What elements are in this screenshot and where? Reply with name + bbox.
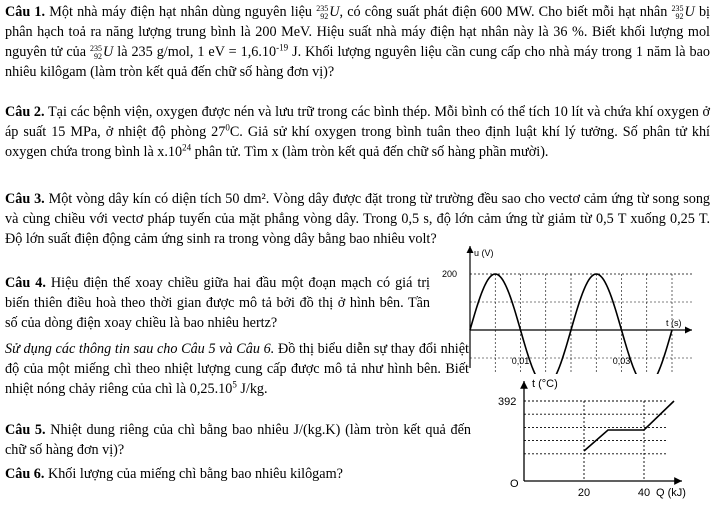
question-4-text: Hiệu điện thế xoay chiều giữa hai đầu một đoạn mạch có giá trị biến thiên điều hoà theo thời gian được mô tả bởi đồ thị ở hình bên. Tần số của dòng điện xoay chiều là bao nhiêu hertz? xyxy=(5,275,431,331)
heat-axis-label: Q (kJ) xyxy=(656,487,686,499)
question-1-text-e: J. Khối lượng nguyên liệu cần cung cấp cho nhà máy trong 1 năm là bao nhiêu kilôgam (làm tròn kết quả đến chữ số hàng đơn vị)? xyxy=(5,44,711,80)
u-axis-label: u (V) xyxy=(474,248,494,258)
question-5 xyxy=(5,420,471,460)
t-tick-label: 0,03 xyxy=(612,356,631,366)
t-tick-label: 0,01 xyxy=(511,356,530,366)
grid-lines xyxy=(470,274,692,374)
question-5-label: Câu 5. xyxy=(5,422,46,438)
question-4 xyxy=(5,273,430,333)
question-6-label: Câu 6. xyxy=(5,466,45,482)
isotope-symbol: U xyxy=(329,4,340,20)
question-6-text: Khối lượng của miếng chì bằng bao nhiêu kilôgam? xyxy=(47,466,343,482)
question-3-label: Câu 3. xyxy=(5,191,45,207)
heat-tick-label: 20 xyxy=(577,487,591,499)
temperature-heat-graph xyxy=(476,373,698,501)
question-4-label: Câu 4. xyxy=(5,275,46,291)
question-1-text-b: , có công suất phát điện 600 MW. Cho biết mỗi hạt nhân xyxy=(339,4,668,20)
isotope-notation: 235 92 xyxy=(316,3,329,21)
origin-label: O xyxy=(510,478,519,490)
question-2-label: Câu 2. xyxy=(5,104,45,120)
t-axis-label: t (s) xyxy=(666,318,682,328)
question-2-text-b: C. Giả sử khí oxygen trong bình tuân theo định luật khí lý tưởng. Số phân tử khí oxygen chứa trong bình là x.10 xyxy=(5,124,710,160)
question-2 xyxy=(5,102,710,162)
isotope-symbol: U xyxy=(684,4,695,20)
shared-info xyxy=(5,339,469,399)
isotope-symbol: U xyxy=(103,44,114,60)
heat-tick-label: 40 xyxy=(637,487,651,499)
question-1-text-d: là 235 g/mol, 1 eV = 1,6.10 xyxy=(117,44,277,60)
temperature-axis-label: t (°C) xyxy=(532,378,558,390)
question-6 xyxy=(5,464,471,484)
isotope-notation: 235 92 xyxy=(90,43,103,61)
question-1-text-a: Một nhà máy điện hạt nhân dùng nguyên liệu xyxy=(49,4,313,20)
question-1 xyxy=(5,2,710,82)
shared-info-text: Đồ thị biểu diễn sự thay đổi nhiệt độ của một miếng chì theo nhiệt lượng cung cấp được mô tả như hình bên. Biết nhiệt nóng chảy riêng của chì là 0,25.10 xyxy=(5,341,469,397)
exponent: 5 xyxy=(232,379,237,390)
u-tick-label: 200 xyxy=(442,269,458,279)
temperature-tick-label: 392 xyxy=(498,396,517,408)
exponent: 24 xyxy=(182,142,192,153)
shared-info-intro: Sử dụng các thông tin sau cho Câu 5 và Câu 6. xyxy=(5,341,275,357)
shared-info-unit: J/kg. xyxy=(236,381,268,397)
question-3-text: Một vòng dây kín có diện tích 50 dm². Vòng dây được đặt trong từ trường đều sao cho vectơ cảm ứng từ song song và cùng chiều với vectơ pháp tuyến của mặt phẳng vòng dây. Trong 0,5 s, độ lớn cảm ứng từ giảm từ 0,5 T xuống 0,25 T. Độ lớn suất điện động cảm ứng sinh ra trong vòng dây bằng bao nhiêu volt? xyxy=(5,191,711,247)
question-1-label: Câu 1. xyxy=(5,4,46,20)
question-2-text-a: Tại các bệnh viện, oxygen được nén và lưu trữ trong các bình thép. Mỗi bình có thể tích 10 lít và chứa khí oxygen ở áp suất 15 MPa, ở nhiệt độ phòng 27 xyxy=(5,104,710,140)
question-5-text: Nhiệt dung riêng của chì bằng bao nhiêu J/(kg.K) (làm tròn kết quả đến chữ số hàng đơn vị)? xyxy=(5,422,472,458)
exponent: -19 xyxy=(276,42,289,53)
question-2-text-c: phân tử. Tìm x (làm tròn kết quả đến chữ số hàng phần mười). xyxy=(191,144,549,160)
question-1-text-c: bị phân hạch toả ra năng lượng trung bình là 200 MeV. Hiệu suất nhà máy điện hạt nhân này là 36 %. Biết khối lượng mol nguyên tử của xyxy=(5,4,710,60)
degree-sup: 0 xyxy=(225,122,230,133)
voltage-time-graph xyxy=(440,240,702,374)
isotope-notation: 235 92 xyxy=(671,3,684,21)
temperature-curve xyxy=(584,401,674,451)
